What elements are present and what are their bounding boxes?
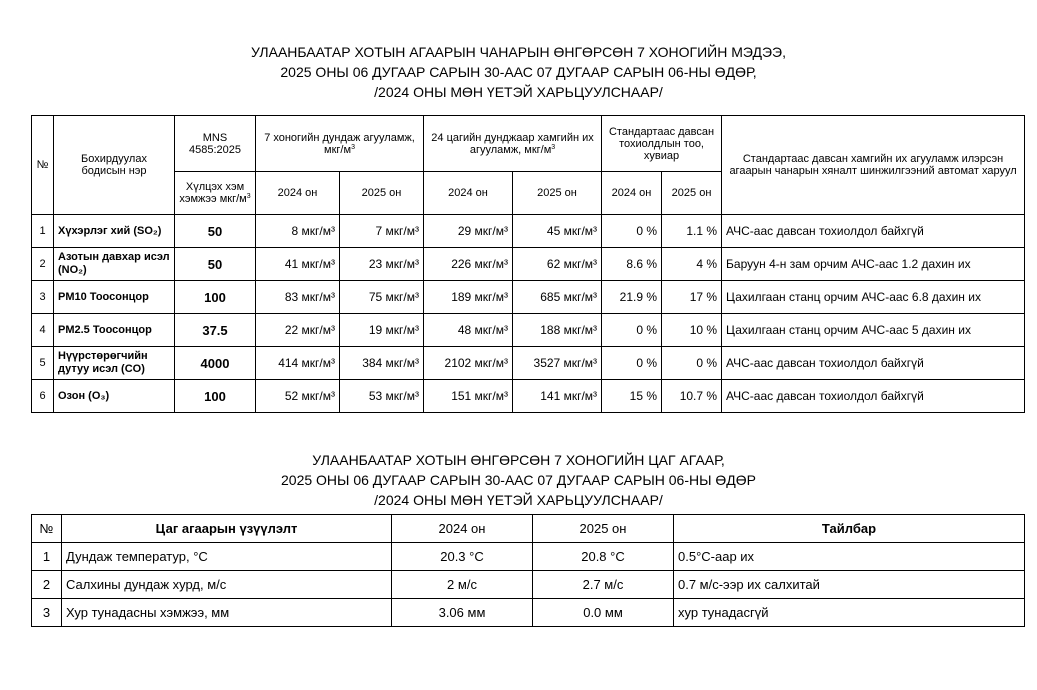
avg-2025: 7 мкг/м³ bbox=[340, 215, 424, 248]
air-quality-table bbox=[31, 115, 1025, 413]
table-row bbox=[32, 281, 1025, 314]
weather-title-line-2: 2025 ОНЫ 06 ДУГААР САРЫН 30-ААС 07 ДУГААР САРЫН 06-НЫ ӨДӨР bbox=[281, 472, 756, 488]
pct-2024: 0 % bbox=[602, 215, 662, 248]
weather-header-element: Цаг агаарын үзүүлэлт bbox=[62, 515, 392, 543]
value-2024: 3.06 мм bbox=[392, 599, 533, 627]
air-quality-header-row bbox=[32, 116, 1025, 172]
weather-title bbox=[0, 450, 1037, 510]
row-no: 1 bbox=[32, 543, 62, 571]
table-row bbox=[32, 347, 1025, 380]
weather-header-2025: 2025 он bbox=[533, 515, 674, 543]
header-max-24h: 24 цагийн дунджаар хамгийн их агууламж, мкг/$м^3$ bbox=[424, 116, 602, 172]
max-2024: 29 мкг/м³ bbox=[424, 215, 513, 248]
avg-2024: 8 мкг/м³ bbox=[256, 215, 340, 248]
header-allowed-level: Хүлцэх хэм хэмжээ мкг/$м^3$ bbox=[175, 172, 256, 215]
max-2024: 189 мкг/м³ bbox=[424, 281, 513, 314]
weather-header-note: Тайлбар bbox=[674, 515, 1025, 543]
weather-header-2024: 2024 он bbox=[392, 515, 533, 543]
air-quality-title-line-3: /2024 ОНЫ МӨН ҮЕТЭЙ ХАРЬЦУУЛСНААР/ bbox=[374, 84, 663, 100]
weather-title-line-3: /2024 ОНЫ МӨН ҮЕТЭЙ ХАРЬЦУУЛСНААР/ bbox=[374, 492, 663, 508]
header-max-2025: 2025 он bbox=[513, 172, 602, 215]
avg-2024: 83 мкг/м³ bbox=[256, 281, 340, 314]
pct-2025: 4 % bbox=[662, 248, 722, 281]
header-no: № bbox=[32, 116, 54, 215]
header-avg-2024: 2024 он bbox=[256, 172, 340, 215]
weather-header-no: № bbox=[32, 515, 62, 543]
station-note: Цахилгаан станц орчим АЧС-аас 6.8 дахин их bbox=[722, 281, 1025, 314]
table-row bbox=[32, 215, 1025, 248]
max-2024: 151 мкг/м³ bbox=[424, 380, 513, 413]
substance-name: Хүхэрлэг хий (SO₂) bbox=[54, 215, 175, 248]
air-quality-title-line-1: УЛААНБААТАР ХОТЫН АГААРЫН ЧАНАРЫН ӨНГӨРСӨН 7 ХОНОГИЙН МЭДЭЭ, bbox=[250, 44, 786, 60]
pct-2025: 10 % bbox=[662, 314, 722, 347]
station-note: Баруун 4-н зам орчим АЧС-аас 1.2 дахин их bbox=[722, 248, 1025, 281]
pct-2025: 17 % bbox=[662, 281, 722, 314]
row-no: 4 bbox=[32, 314, 54, 347]
avg-2025: 23 мкг/м³ bbox=[340, 248, 424, 281]
air-quality-title bbox=[0, 42, 1037, 102]
header-mns: MNS 4585:2025 bbox=[175, 116, 256, 172]
max-2025: 62 мкг/м³ bbox=[513, 248, 602, 281]
row-no: 1 bbox=[32, 215, 54, 248]
max-2025: 3527 мкг/м³ bbox=[513, 347, 602, 380]
header-pct-2024: 2024 он bbox=[602, 172, 662, 215]
avg-2024: 414 мкг/м³ bbox=[256, 347, 340, 380]
pct-2024: 21.9 % bbox=[602, 281, 662, 314]
max-2025: 685 мкг/м³ bbox=[513, 281, 602, 314]
max-2024: 2102 мкг/м³ bbox=[424, 347, 513, 380]
header-max-2024: 2024 он bbox=[424, 172, 513, 215]
weather-header-row bbox=[32, 515, 1025, 543]
table-row bbox=[32, 543, 1025, 571]
station-note: АЧС-аас давсан тохиолдол байхгүй bbox=[722, 347, 1025, 380]
avg-2025: 53 мкг/м³ bbox=[340, 380, 424, 413]
table-row bbox=[32, 380, 1025, 413]
weather-element: Салхины дундаж хурд, м/с bbox=[62, 571, 392, 599]
value-2025: 20.8 °C bbox=[533, 543, 674, 571]
avg-2025: 19 мкг/м³ bbox=[340, 314, 424, 347]
substance-name: Нүүрстөрөгчийн дутуу исэл (CO) bbox=[54, 347, 175, 380]
max-2024: 226 мкг/м³ bbox=[424, 248, 513, 281]
max-2025: 141 мкг/м³ bbox=[513, 380, 602, 413]
standard-value: 37.5 bbox=[175, 314, 256, 347]
value-2024: 20.3 °C bbox=[392, 543, 533, 571]
row-no: 3 bbox=[32, 281, 54, 314]
avg-2024: 22 мкг/м³ bbox=[256, 314, 340, 347]
substance-name: PM2.5 Тоосонцор bbox=[54, 314, 175, 347]
standard-value: 50 bbox=[175, 248, 256, 281]
value-2025: 2.7 м/с bbox=[533, 571, 674, 599]
table-row bbox=[32, 599, 1025, 627]
row-no: 6 bbox=[32, 380, 54, 413]
weather-element: Дундаж температур, °C bbox=[62, 543, 392, 571]
value-2025: 0.0 мм bbox=[533, 599, 674, 627]
pct-2024: 15 % bbox=[602, 380, 662, 413]
avg-2025: 384 мкг/м³ bbox=[340, 347, 424, 380]
station-note: Цахилгаан станц орчим АЧС-аас 5 дахин их bbox=[722, 314, 1025, 347]
weather-table bbox=[31, 514, 1025, 627]
weather-note: хур тунадасгүй bbox=[674, 599, 1025, 627]
table-row bbox=[32, 314, 1025, 347]
weather-element: Хур тунадасны хэмжээ, мм bbox=[62, 599, 392, 627]
substance-name: Озон (O₃) bbox=[54, 380, 175, 413]
standard-value: 50 bbox=[175, 215, 256, 248]
air-quality-title-line-2: 2025 ОНЫ 06 ДУГААР САРЫН 30-ААС 07 ДУГААР САРЫН 06-НЫ ӨДӨР, bbox=[280, 64, 757, 80]
row-no: 2 bbox=[32, 248, 54, 281]
table-row bbox=[32, 248, 1025, 281]
row-no: 2 bbox=[32, 571, 62, 599]
row-no: 5 bbox=[32, 347, 54, 380]
standard-value: 100 bbox=[175, 281, 256, 314]
header-avg-7day: 7 хоногийн дундаж агууламж, мкг/$м^3$ bbox=[256, 116, 424, 172]
station-note: АЧС-аас давсан тохиолдол байхгүй bbox=[722, 380, 1025, 413]
header-pct-2025: 2025 он bbox=[662, 172, 722, 215]
pct-2025: 0 % bbox=[662, 347, 722, 380]
pct-2025: 1.1 % bbox=[662, 215, 722, 248]
pct-2024: 0 % bbox=[602, 314, 662, 347]
row-no: 3 bbox=[32, 599, 62, 627]
weather-note: 0.7 м/с-ээр их салхитай bbox=[674, 571, 1025, 599]
substance-name: Азотын давхар исэл (NO₂) bbox=[54, 248, 175, 281]
value-2024: 2 м/с bbox=[392, 571, 533, 599]
substance-name: PM10 Тоосонцор bbox=[54, 281, 175, 314]
avg-2025: 75 мкг/м³ bbox=[340, 281, 424, 314]
header-substance: Бохирдуулах бодисын нэр bbox=[54, 116, 175, 215]
table-row bbox=[32, 571, 1025, 599]
pct-2024: 8.6 % bbox=[602, 248, 662, 281]
max-2024: 48 мкг/м³ bbox=[424, 314, 513, 347]
header-avg-2025: 2025 он bbox=[340, 172, 424, 215]
pct-2025: 10.7 % bbox=[662, 380, 722, 413]
avg-2024: 52 мкг/м³ bbox=[256, 380, 340, 413]
max-2025: 188 мкг/м³ bbox=[513, 314, 602, 347]
standard-value: 100 bbox=[175, 380, 256, 413]
max-2025: 45 мкг/м³ bbox=[513, 215, 602, 248]
station-note: АЧС-аас давсан тохиолдол байхгүй bbox=[722, 215, 1025, 248]
pct-2024: 0 % bbox=[602, 347, 662, 380]
avg-2024: 41 мкг/м³ bbox=[256, 248, 340, 281]
header-exceed-pct: Стандартаас давсан тохиолдлын тоо, хувиар bbox=[602, 116, 722, 172]
standard-value: 4000 bbox=[175, 347, 256, 380]
header-note: Стандартаас давсан хамгийн их агууламж илэрсэн агаарын чанарын хяналт шинжилгээний автомат харуул bbox=[722, 116, 1025, 215]
weather-note: 0.5°C-аар их bbox=[674, 543, 1025, 571]
weather-title-line-1: УЛААНБААТАР ХОТЫН ӨНГӨРСӨН 7 ХОНОГИЙН ЦАГ АГААР, bbox=[312, 452, 725, 468]
